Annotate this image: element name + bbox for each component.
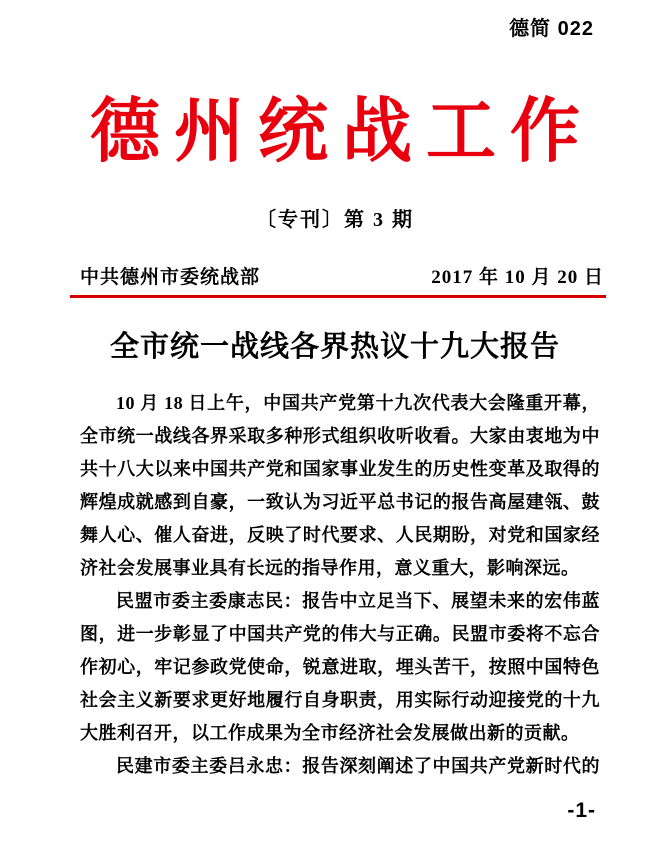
body-line: 民盟市委主委康志民：报告中立足当下、展望未来的宏伟蓝 (116, 591, 600, 611)
article-heading: 全市统一战线各界热议十九大报告 (109, 331, 560, 363)
issuer-name: 中共德州市委统战部 (80, 267, 261, 288)
body-line: 大胜利召开，以工作成果为全市经济社会发展做出新的贡献。 (80, 723, 580, 743)
masthead-title: 德州统战工作 (90, 92, 594, 170)
body-line: 民建市委主委吕永忠：报告深刻阐述了中国共产党新时代的 (116, 756, 600, 776)
body-line: 10 月 18 日上午，中国共产党第十九次代表大会隆重开幕， (116, 393, 600, 413)
doc-number: 德简 022 (509, 18, 594, 40)
body-line: 作初心，牢记参政党使命，锐意进取，埋头苦干，按照中国特色 (80, 657, 600, 677)
issue-date: 2017 年 10 月 20 日 (431, 267, 604, 288)
body-line: 辉煌成就感到自豪，一致认为习近平总书记的报告高屋建瓴、鼓 (80, 492, 600, 512)
body-line: 共十八大以来中国共产党和国家事业发生的历史性变革及取得的 (80, 459, 600, 479)
issuer-row (70, 262, 606, 298)
body-text (80, 387, 600, 783)
body-line: 社会主义新要求更好地履行自身职责，用实际行动迎接党的十九 (80, 690, 600, 710)
issue-label: 〔专刊〕第 3 期 (256, 209, 414, 231)
body-line: 全市统一战线各界采取多种形式组织收听收看。大家由衷地为中 (80, 426, 600, 446)
body-line: 舞人心、催人奋进，反映了时代要求、人民期盼，对党和国家经 (80, 525, 600, 545)
body-line: 图，进一步彰显了中国共产党的伟大与正确。民盟市委将不忘合 (80, 624, 600, 644)
body-line: 济社会发展事业具有长远的指导作用，意义重大，影响深远。 (80, 558, 580, 578)
page-number: -1- (567, 799, 596, 822)
